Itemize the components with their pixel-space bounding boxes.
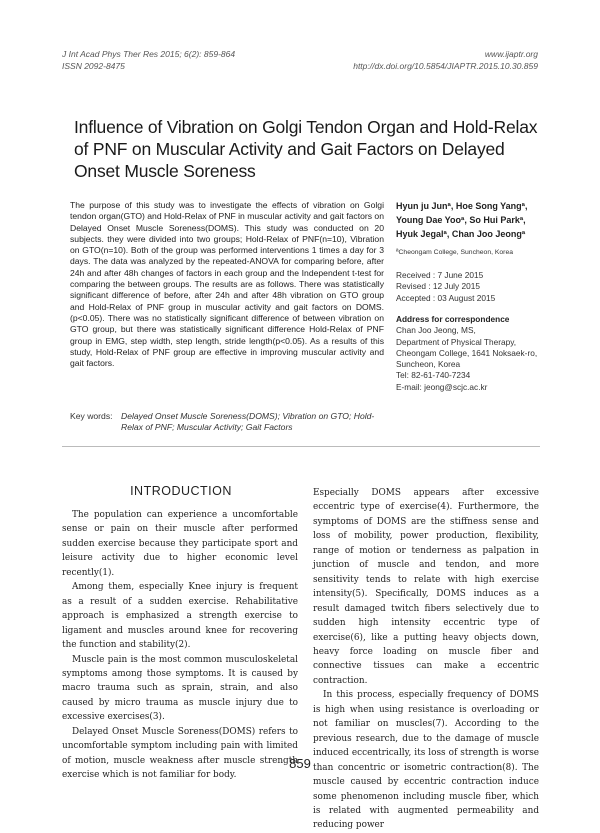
paragraph: Especially DOMS appears after excessive eccentric type of exercise(4). Furthermore, the symptoms of DOMS are the stiffness sense and loss of mobility, power production, flexibility, range of motion or tenderness as palpation in junction of muscle and tendon, and more sensitivity tends to relate with high exercise intensity(5). Specifically, DOMS induces as a result damaged twitch fibers selectively due to sudden high intensity eccentric type of exercise(6), like a putting heavy objects down, heavy force loading on muscle fiber and connective tissues can make a eccentric contraction. [313, 488, 539, 686]
section-divider [62, 446, 540, 447]
paper-title: Influence of Vibration on Golgi Tendon Organ and Hold-Relax of PNF on Muscular Activity and Gait Factors on Delayed Onset Muscle Soreness [74, 117, 538, 181]
right-body-column [313, 486, 539, 833]
paragraph: In this process, especially frequency of DOMS is high when using resistance is overloading or not familiar on muscles(7). According to the previous research, due to the damage of muscle induced eccentrically, its loss of strength is worse than concentric or isometric contraction(8). The muscle caused by eccentric contraction induce some phenomenon including muscle fiber, which is related with augmented permeability and reducing power [313, 690, 539, 831]
keywords-text: Delayed Onset Muscle Soreness(DOMS); Vibration on GTO; Hold-Relax of PNF; Muscular Activity; Gait Factors [121, 411, 375, 433]
paragraph: The population can experience a uncomfortable sense or pain on their muscle after performed sudden exercise because they participate sport and leisure activity due to higher economic level recently(1). [62, 510, 298, 578]
journal-header [62, 48, 235, 72]
correspondence-name: Chan Joo Jeong, MS, [396, 325, 476, 336]
page-number: 859 [289, 756, 311, 771]
correspondence-address: Cheongam College, 1641 Noksaek-ro, [396, 347, 538, 358]
correspondence-email[interactable]: E-mail: jeong@scjc.ac.kr [396, 381, 488, 392]
website-link[interactable]: www.ijaptr.org [484, 49, 538, 59]
doi-link[interactable]: http://dx.doi.org/10.5854/JIAPTR.2015.10.30.859 [353, 61, 538, 71]
keywords-label: Key words: [70, 411, 113, 421]
correspondence-tel: Tel: 82-61-740-7234 [396, 370, 471, 381]
received-date: Received : 7 June 2015 [396, 270, 484, 280]
paragraph: Delayed Onset Muscle Soreness(DOMS) refers to uncomfortable symptom including pain with limited of motion, muscle weakness after muscle strength exercise which is not familiar for body. [62, 726, 298, 781]
correspondence-city: Suncheon, Korea [396, 359, 461, 370]
journal-links [353, 48, 538, 72]
issn: ISSN 2092-8475 [62, 61, 125, 71]
affiliation: ªCheongam College, Suncheon, Korea [396, 249, 514, 256]
correspondence-heading: Address for correspondence [396, 314, 510, 324]
journal-citation: J Int Acad Phys Ther Res 2015; 6(2): 859-864 [62, 49, 236, 59]
correspondence-dept: Department of Physical Therapy, [396, 336, 517, 347]
accepted-date: Accepted : 03 August 2015 [396, 292, 496, 303]
revised-date: Revised : 12 July 2015 [396, 281, 480, 292]
paragraph: Among them, especially Knee injury is frequent as a result of a sudden exercise. Rehabilitative approach is emphasized a strength exercise to ligament and muscles around knee for recovering the function and stability(2). [62, 582, 298, 651]
left-body-column [62, 508, 298, 783]
correspondence-block [396, 314, 556, 393]
paragraph: Muscle pain is the most common musculoskeletal symptoms among those symptoms. It is caused by macro trauma such as sprain, strain, and also caused by micro trauma as muscle injury due to excessive exercises(3). [62, 654, 298, 723]
article-dates [396, 270, 495, 304]
abstract: The purpose of this study was to investigate the effects of vibration on Golgi tendon organ(GTO) and Hold-Relax of PNF in muscular activity and gait factors on Delayed Onset Muscle Soreness(DOMS). This study was conducted on 20 subjects. they were divided into two groups; Hold-Relax of PNF(n=10), Vibration on GTO(n=10). Both of the group was performed interventions 1 times a day for 3 days. The data was analyzed by the repeated-ANOVA for comparing before, after 24h and after 48h changes of factors in each group and the Independent t-test for comparing the between groups. The results are as follows. There was statistically significant difference of before, after 24h and after 48h vibration on GTO group and Hold-Relax of PNF group in muscular activity and gait factors on DOMS.(p<0.05). There was no statistically significant difference of between vibration on GTO group, but there was statistically significant difference Hold-Relax of PNF group in EMG, step width, step length, stride length(p<0.05). As a results of this study, Hold-Relax of PNF group are effective in improving muscular activity and gait factors. [70, 200, 384, 369]
author-list: Hyun ju Junª, Hoe Song Yangª, Young Dae Yooª, So Hui Parkª, Hyuk Jegalª, Chan Joo Jeongª [396, 201, 528, 239]
section-heading-introduction: INTRODUCTION [130, 484, 232, 498]
